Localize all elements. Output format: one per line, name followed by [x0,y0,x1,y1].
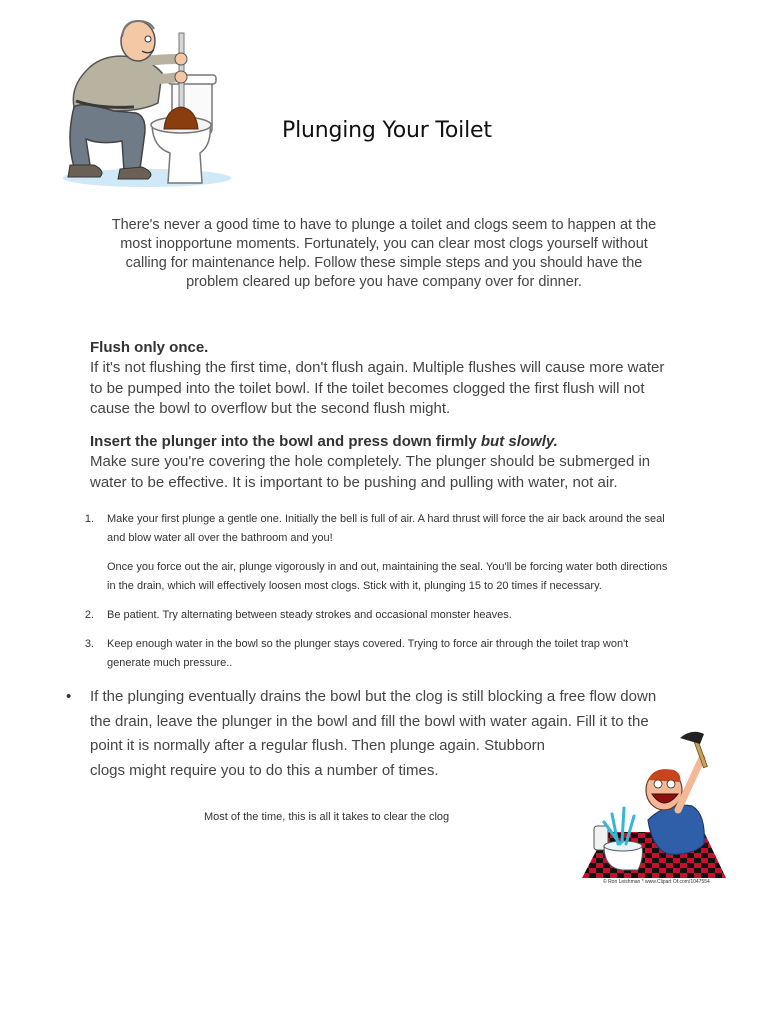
image-credit: © Ron Leishman * www.Clipart Of.com/1047554 [603,879,710,885]
list-item [80,510,680,596]
list-item-text: Make your first plunge a gentle one. Initially the bell is full of air. A hard thrust will force the air back around the seal and blow water all over the bathroom and you! [107,513,665,544]
list-item [80,606,680,625]
list-item [80,635,680,673]
list-number: 1. [84,513,94,525]
bullet-icon: • [66,688,72,705]
page-title: Plunging Your Toilet [282,118,492,143]
footer-note: Most of the time, this is all it takes to clear the clog [204,811,450,823]
bullet-paragraph [90,685,660,783]
section-heading: Flush only once. [90,339,209,356]
section-heading-text: Insert the plunger into the bowl and press down firmly [90,433,481,450]
section-heading-emphasis: but slowly. [480,433,558,450]
man-plunging-toilet-illustration [60,15,235,193]
section-body: If it's not flushing the first time, don't flush again. Multiple flushes will cause more water to be pumped into the toilet bowl. If the toilet becomes clogged the first flush will not cause the bowl to overflow but the second flush might. [90,359,665,417]
list-item-continuation: Once you force out the air, plunge vigorously in and out, maintaining the seal. You'll be forcing water both directions in the drain, which will effectively loosen most clogs. Stick with it, plunging 15 to 20 times if necessary. [107,561,668,592]
section-insert-plunger [90,432,680,493]
list-number: 2. [84,609,94,621]
steps-list [80,510,680,673]
bullet-line: the drain, leave the plunger in the bowl and fill the bowl with water again. Fill it to the [90,712,649,730]
bullet-line: point it is normally after a regular flush. Then plunge again. Stubborn [90,737,545,754]
section-body: Make sure you're covering the hole completely. The plunger should be submerged in water to be effective. It is important to be pushing and pulling with water, not air. [90,453,651,491]
intro-paragraph: There's never a good time to have to plunge a toilet and clogs seem to happen at the most inopportune moments. Fortunately, you can clear most clogs yourself without calling for maintenance help. Follow these simple steps and you should have the problem cleared up before you have company over for dinner. [111,217,657,290]
list-number: 3. [84,638,94,650]
section-flush-once [90,338,680,420]
bullet-line: If the plunging eventually drains the bowl but the clog is still blocking a free flow down [90,688,657,705]
cartoon-plunger-guy-illustration [582,728,728,878]
list-item-text: Be patient. Try alternating between steady strokes and occasional monster heaves. [107,609,512,621]
bullet-line: clogs might require you to do this a number of times. [90,761,439,779]
section-heading [90,432,680,452]
list-item-text: Keep enough water in the bowl so the plunger stays covered. Trying to force air through the toilet trap won't generate much pressure.. [107,638,629,669]
